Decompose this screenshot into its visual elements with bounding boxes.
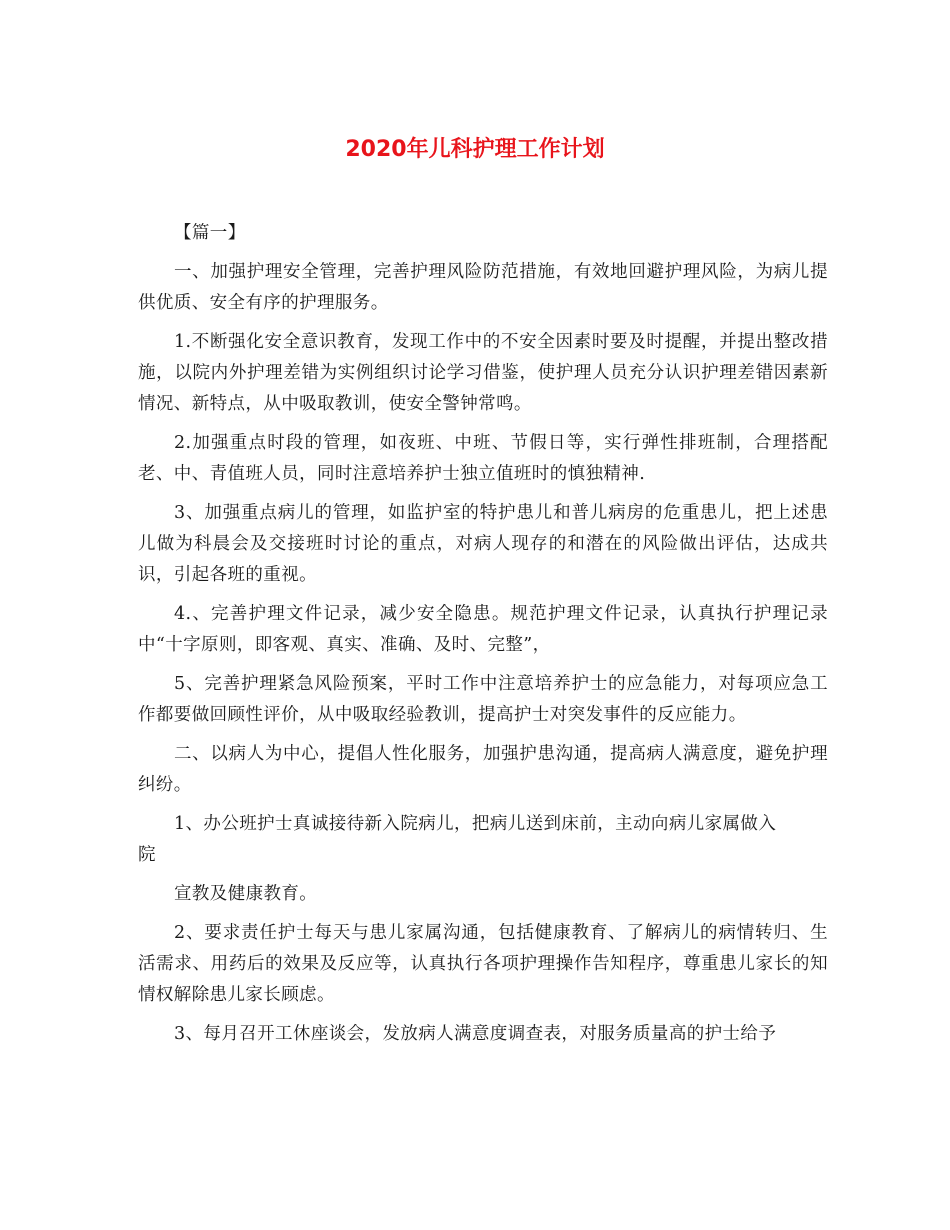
paragraph-continuation: 宣教及健康教育。 bbox=[174, 884, 318, 904]
paragraph: 4.、完善护理文件记录，减少安全隐患。规范护理文件记录，认真执行护理记录中“十字原则，即客观、真实、准确、及时、完整”， bbox=[138, 604, 828, 655]
paragraph: 2、要求责任护士每天与患儿家属沟通，包括健康教育、了解病儿的病情转归、生活需求、用药后的效果及反应等，认真执行各项护理操作告知程序，尊重患儿家长的知情权解除患儿家长顾虑。 bbox=[138, 923, 828, 1005]
paragraph: 1、办公班护士真诚接待新入院病儿，把病儿送到床前，主动向病儿家属做入 院 bbox=[138, 814, 777, 865]
paragraph: 3、每月召开工休座谈会，发放病人满意度调查表，对服务质量高的护士给予 bbox=[174, 1024, 777, 1044]
paragraph: 一、加强护理安全管理，完善护理风险防范措施，有效地回避护理风险，为病儿提供优质、安全有序的护理服务。 bbox=[138, 262, 828, 313]
section-heading: 【篇一】 bbox=[174, 223, 246, 243]
paragraph: 2.加强重点时段的管理，如夜班、中班、节假日等，实行弹性排班制，合理搭配老、中、青值班人员，同时注意培养护士独立值班时的慎独精神. bbox=[138, 433, 828, 484]
paragraph: 1.不断强化安全意识教育，发现工作中的不安全因素时要及时提醒，并提出整改措施，以院内外护理差错为实例组织讨论学习借鉴，使护理人员充分认识护理差错因素新情况、新特点，从中吸取教训，使安全警钟常鸣。 bbox=[138, 332, 828, 414]
document-body bbox=[138, 218, 828, 1058]
document-title: 2020年儿科护理工作计划 bbox=[345, 137, 605, 162]
paragraph: 二、以病人为中心，提倡人性化服务，加强护患沟通，提高病人满意度，避免护理纠纷。 bbox=[138, 744, 828, 795]
paragraph: 5、完善护理紧急风险预案，平时工作中注意培养护士的应急能力，对每项应急工作都要做回顾性评价，从中吸取经验教训，提高护士对突发事件的反应能力。 bbox=[138, 674, 828, 725]
paragraph: 3、加强重点病儿的管理，如监护室的特护患儿和普儿病房的危重患儿，把上述患儿做为科晨会及交接班时讨论的重点，对病人现存的和潜在的风险做出评估，达成共识，引起各班的重视。 bbox=[138, 503, 828, 585]
